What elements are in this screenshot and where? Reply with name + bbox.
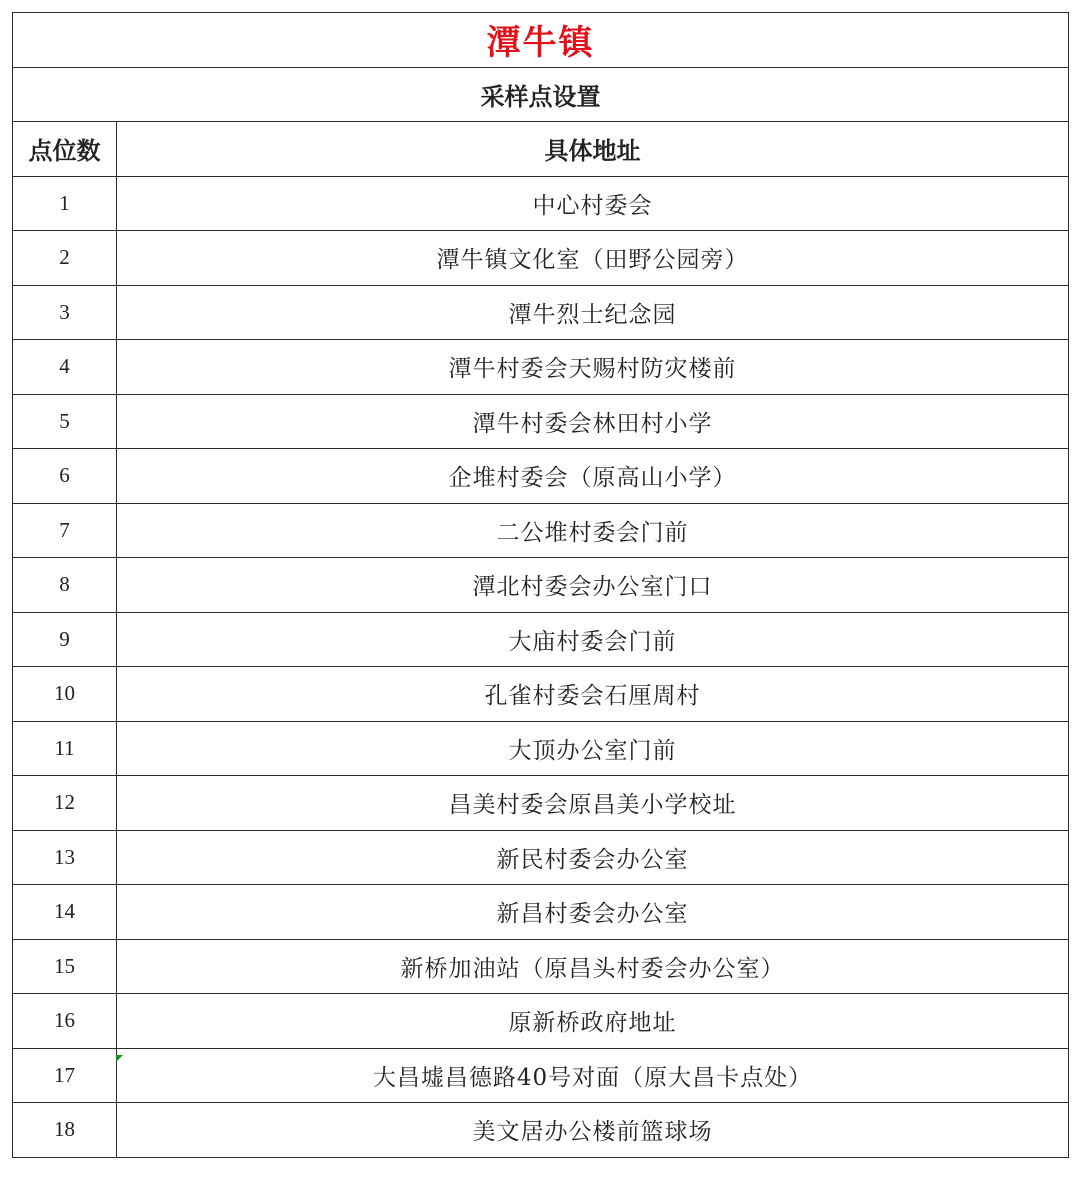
table-row — [13, 994, 1069, 1049]
table-row — [13, 830, 1069, 885]
row-number: 6 — [13, 449, 117, 504]
table-title: 潭牛镇 — [13, 13, 1069, 68]
table-row — [13, 721, 1069, 776]
table-row — [13, 340, 1069, 395]
row-number: 16 — [13, 994, 117, 1049]
table-row — [13, 885, 1069, 940]
row-address: 潭牛镇文化室（田野公园旁） — [117, 231, 1069, 286]
sampling-points-table — [12, 12, 1069, 1158]
row-number: 14 — [13, 885, 117, 940]
row-address: 原新桥政府地址 — [117, 994, 1069, 1049]
row-address: 中心村委会 — [117, 176, 1069, 231]
table-subtitle: 采样点设置 — [13, 67, 1069, 122]
row-number: 17 — [13, 1048, 117, 1103]
table-row — [13, 285, 1069, 340]
table-row — [13, 394, 1069, 449]
table-row — [13, 1103, 1069, 1158]
row-address: 潭牛烈士纪念园 — [117, 285, 1069, 340]
row-address: 新昌村委会办公室 — [117, 885, 1069, 940]
row-address: 昌美村委会原昌美小学校址 — [117, 776, 1069, 831]
row-number: 5 — [13, 394, 117, 449]
row-address: 孔雀村委会石厘周村 — [117, 667, 1069, 722]
subtitle-row — [13, 67, 1069, 122]
row-number: 2 — [13, 231, 117, 286]
row-number: 10 — [13, 667, 117, 722]
table-row — [13, 776, 1069, 831]
row-number: 3 — [13, 285, 117, 340]
row-number: 9 — [13, 612, 117, 667]
row-address: 企堆村委会（原高山小学） — [117, 449, 1069, 504]
row-number: 18 — [13, 1103, 117, 1158]
row-number: 12 — [13, 776, 117, 831]
header-address: 具体地址 — [117, 122, 1069, 177]
table-row — [13, 176, 1069, 231]
header-row — [13, 122, 1069, 177]
row-number: 13 — [13, 830, 117, 885]
row-address: 潭北村委会办公室门口 — [117, 558, 1069, 613]
row-address: 潭牛村委会天赐村防灾楼前 — [117, 340, 1069, 395]
table-row — [13, 612, 1069, 667]
row-address: 大昌墟昌德路40号对面（原大昌卡点处） — [117, 1048, 1069, 1103]
row-number: 15 — [13, 939, 117, 994]
row-number: 11 — [13, 721, 117, 776]
row-number: 4 — [13, 340, 117, 395]
table-row — [13, 231, 1069, 286]
header-number: 点位数 — [13, 122, 117, 177]
row-number: 1 — [13, 176, 117, 231]
table-row — [13, 558, 1069, 613]
row-number: 7 — [13, 503, 117, 558]
row-address: 二公堆村委会门前 — [117, 503, 1069, 558]
row-address: 美文居办公楼前篮球场 — [117, 1103, 1069, 1158]
row-address: 大庙村委会门前 — [117, 612, 1069, 667]
title-row — [13, 13, 1069, 68]
row-address: 大顶办公室门前 — [117, 721, 1069, 776]
table-row — [13, 503, 1069, 558]
table-row — [13, 449, 1069, 504]
table-row — [13, 667, 1069, 722]
cell-comment-marker-icon — [116, 1055, 123, 1062]
row-address: 新民村委会办公室 — [117, 830, 1069, 885]
row-address: 新桥加油站（原昌头村委会办公室） — [117, 939, 1069, 994]
table-row — [13, 1048, 1069, 1103]
table-row — [13, 939, 1069, 994]
row-number: 8 — [13, 558, 117, 613]
row-address: 潭牛村委会林田村小学 — [117, 394, 1069, 449]
